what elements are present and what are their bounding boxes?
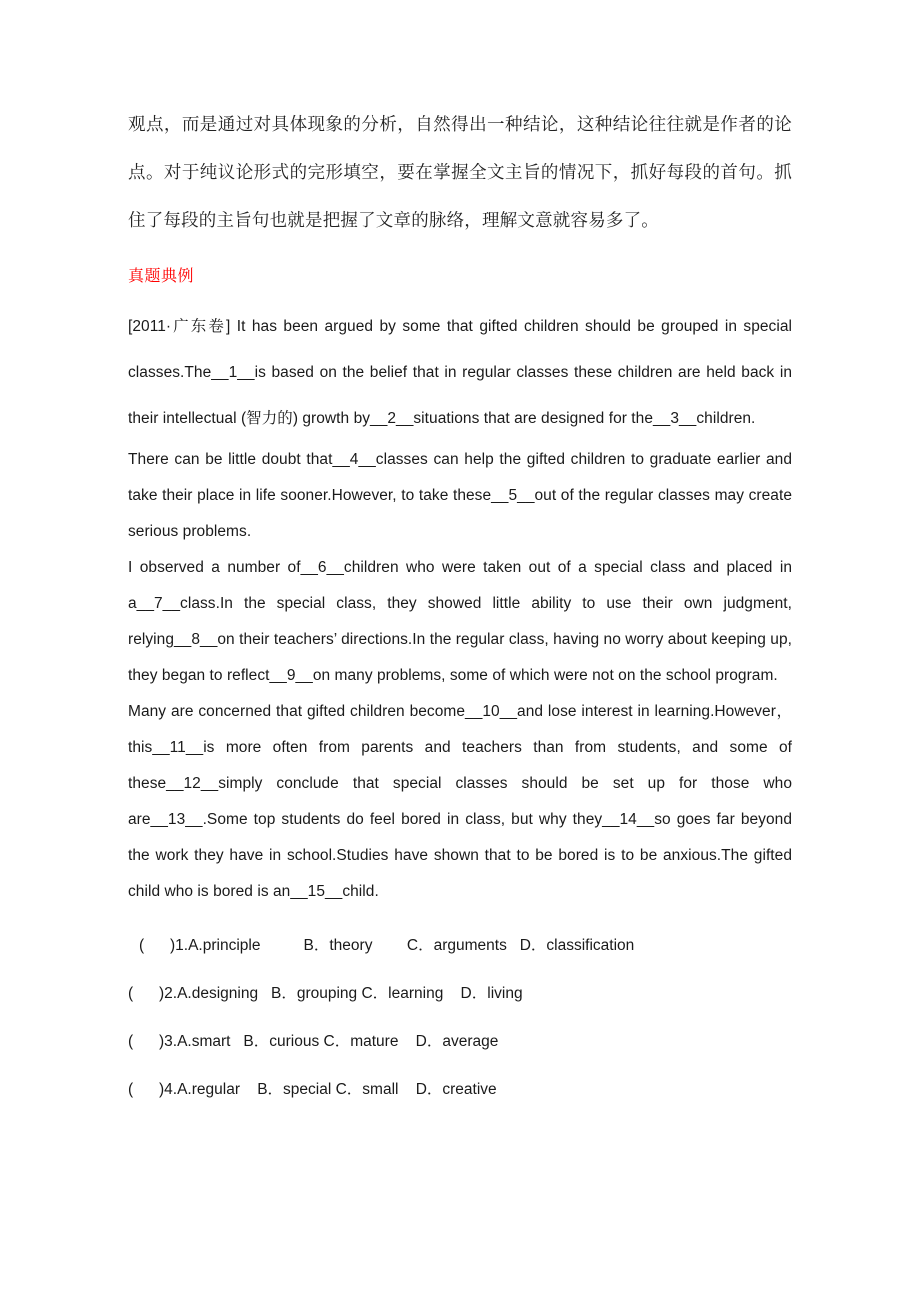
passage-paragraph-4: Many are concerned that gifted children become__10__and lose interest in learning.However， this__11__is more often from parents and teachers than from students, and some of these__12__simply conclude that special classes should be set up for those who are__13__.Some top students do feel bored in class, but why they__14__so goes far beyond the work they have in school.Studies have shown that to be bored is to be anxious.The gifted child who is bored is an__15__child.: [128, 703, 792, 900]
questions-list: [128, 922, 792, 1114]
question-row-3[interactable]: ( )3.A.smart B．curious C．mature D．average: [128, 1033, 499, 1050]
question-row-1[interactable]: ( )1.A.principle B．theory C．arguments D．classification: [139, 937, 635, 954]
document-content: [128, 100, 792, 1114]
passage-paragraph-3: I observed a number of__6__children who were taken out of a special class and placed in a__7__class.In the special class, they showed little ability to use their own judgment, relying__8__on their teachers’ directions.In the regular class, having no worry about keeping up, they began to reflect__9__on many problems, some of which were not on the school program.: [128, 559, 792, 684]
intro-paragraph: 观点，而是通过对具体现象的分析，自然得出一种结论，这种结论往往就是作者的论点。对于纯议论形式的完形填空，要在掌握全文主旨的情况下，抓好每段的首句。抓住了每段的主旨句也就是把握了文章的脉络，理解文意就容易多了。: [128, 114, 792, 230]
section-title: 真题典例: [128, 268, 195, 285]
passage-paragraph-1: [2011·广东卷] It has been argued by some that gifted children should be grouped in special classes.The__1__is based on the belief that in regular classes these children are held back in their intellectual (智力的) growth by__2__situations that are designed for the__3__children.: [128, 318, 792, 427]
question-row-4[interactable]: ( )4.A.regular B．special C．small D．creative: [128, 1081, 497, 1098]
question-row-2[interactable]: ( )2.A.designing B．grouping C．learning D．living: [128, 985, 523, 1002]
passage-paragraph-2: There can be little doubt that__4__classes can help the gifted children to graduate earlier and take their place in life sooner.However, to take these__5__out of the regular classes may create serious problems.: [128, 451, 792, 540]
